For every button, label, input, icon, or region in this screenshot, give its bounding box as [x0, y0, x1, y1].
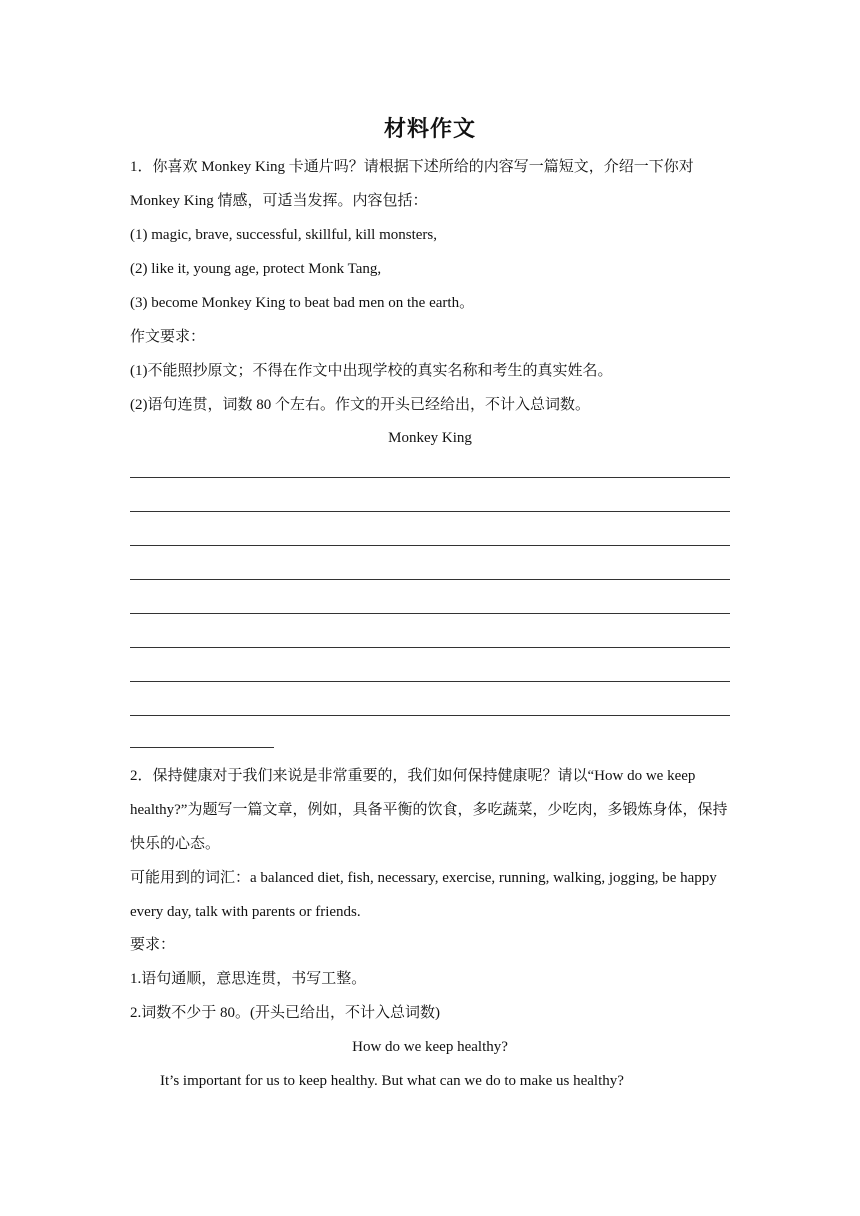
q2-requirements-heading: 要求： [130, 937, 176, 953]
q1-answer-line-short[interactable] [130, 747, 274, 748]
q1-answer-line[interactable] [130, 579, 730, 580]
q2-essay-opening: It’s important for us to keep healthy. But what can we do to make us healthy? [160, 1073, 624, 1089]
q1-answer-line[interactable] [130, 681, 730, 682]
q2-prompt-line-1: 2．保持健康对于我们来说是非常重要的，我们如何保持健康呢？请以“How do we keep [130, 768, 696, 784]
q1-answer-line[interactable] [130, 613, 730, 614]
q1-prompt-line-2: Monkey King 情感，可适当发挥。内容包括： [130, 193, 428, 209]
q2-prompt-line-3: 快乐的心态。 [130, 836, 221, 852]
q2-essay-title: How do we keep healthy? [352, 1039, 508, 1055]
q2-requirement-2: 2.词数不少于 80。(开头已给出，不计入总词数) [130, 1005, 440, 1021]
q1-requirements-heading: 作文要求： [130, 329, 206, 345]
q1-answer-line[interactable] [130, 477, 730, 478]
q1-requirement-1: (1)不能照抄原文；不得在作文中出现学校的真实名称和考生的真实姓名。 [130, 363, 613, 379]
q2-requirement-1: 1.语句通顺，意思连贯，书写工整。 [130, 971, 367, 987]
q1-answer-line[interactable] [130, 715, 730, 716]
q1-content-point-3: (3) become Monkey King to beat bad men on the earth。 [130, 295, 475, 311]
q1-prompt-line-1: 1．你喜欢 Monkey King 卡通片吗？请根据下述所给的内容写一篇短文，介绍一下你对 [130, 159, 694, 175]
q1-answer-line[interactable] [130, 647, 730, 648]
q1-content-point-1: (1) magic, brave, successful, skillful, kill monsters, [130, 227, 438, 243]
q2-vocabulary-line-2: every day, talk with parents or friends. [130, 904, 361, 920]
q1-answer-line[interactable] [130, 545, 730, 546]
q1-answer-line[interactable] [130, 511, 730, 512]
q1-content-point-2: (2) like it, young age, protect Monk Tang, [130, 261, 382, 277]
q1-essay-title: Monkey King [388, 430, 472, 446]
q1-requirement-2: (2)语句连贯，词数 80 个左右。作文的开头已经给出，不计入总词数。 [130, 397, 590, 413]
q2-prompt-line-2: healthy?”为题写一篇文章，例如，具备平衡的饮食，多吃蔬菜，少吃肉，多锻炼身体，保持 [130, 802, 728, 818]
q2-vocabulary-line-1: 可能用到的词汇：a balanced diet, fish, necessary, exercise, running, walking, jogging, be happy [130, 870, 717, 886]
page-title: 材料作文 [383, 117, 476, 142]
